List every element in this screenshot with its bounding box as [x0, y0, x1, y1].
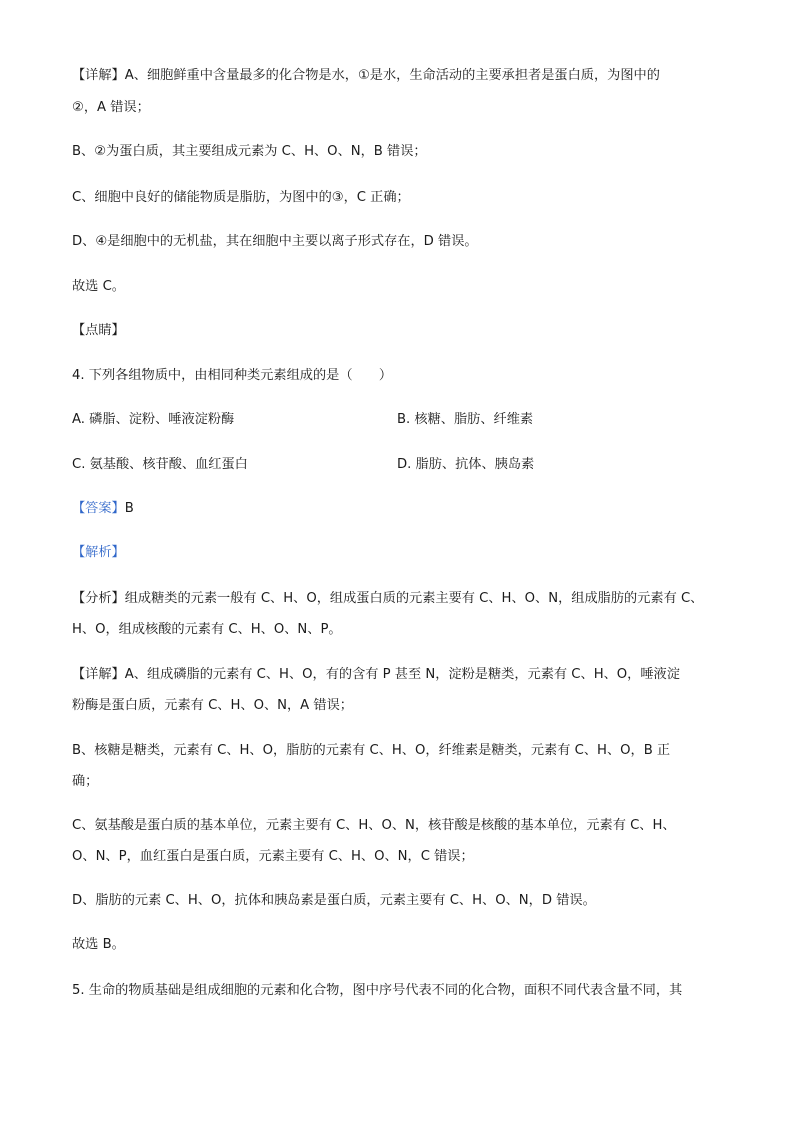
fenxi-line-2: H、O，组成核酸的元素有 C、H、O、N、P。: [72, 622, 342, 637]
option-d: D. 脂肪、抗体、胰岛素: [397, 457, 535, 472]
fenxi-line-1: [72, 589, 703, 609]
option-d-detail: D、脂肪的元素 C、H、O，抗体和胰岛素是蛋白质，元素主要有 C、H、O、N，D 错误。: [72, 893, 596, 908]
option-b-detail-1: B、核糖是糖类，元素有 C、H、O，脂肪的元素有 C、H、O，纤维素是糖类，元素有 C、H、O，B 正: [72, 743, 671, 758]
option-a: A. 磷脂、淀粉、唾液淀粉酶: [72, 412, 235, 427]
question-5: 5. 生命的物质基础是组成细胞的元素和化合物，图中序号代表不同的化合物，面积不同代表含量不同，其: [72, 983, 683, 998]
answer-value: B: [124, 501, 134, 516]
detail-d: D、④是细胞中的无机盐，其在细胞中主要以离子形式存在，D 错误。: [72, 234, 478, 249]
xiangjie-text: A、组成磷脂的元素有 C、H、O，有的含有 P 甚至 N，淀粉是糖类，元素有 C、H、O，唾液淀: [124, 667, 680, 682]
detail-line-2: ②，A 错误；: [72, 100, 150, 115]
xiangjie-line-2: 粉酶是蛋白质，元素有 C、H、O、N，A 错误；: [72, 698, 353, 713]
answer-tag: 【答案】: [72, 501, 125, 516]
detail-b: B、②为蛋白质，其主要组成元素为 C、H、O、N，B 错误；: [72, 144, 427, 159]
conclusion-b: 故选 B。: [72, 937, 125, 952]
option-b-detail-2: 确；: [72, 774, 99, 789]
xiangjie-tag: 【详解】: [72, 667, 125, 682]
xiangjie-line-1: [72, 665, 680, 685]
detail-c: C、细胞中良好的储能物质是脂肪，为图中的③，C 正确；: [72, 190, 410, 205]
detail-tag: 【详解】: [72, 68, 125, 83]
option-b: B. 核糖、脂肪、纤维素: [397, 412, 534, 427]
dianjing-heading: 【点睛】: [72, 323, 125, 338]
fenxi-tag: 【分析】: [72, 591, 125, 606]
option-c-detail-1: C、氨基酸是蛋白质的基本单位，元素主要有 C、H、O、N，核苷酸是核酸的基本单位，元素有 C、H、: [72, 818, 676, 833]
detail-line-1: [72, 66, 660, 86]
question-4: 4. 下列各组物质中，由相同种类元素组成的是（ ）: [72, 368, 393, 383]
detail-text: A、细胞鲜重中含量最多的化合物是水，①是水，生命活动的主要承担者是蛋白质，为图中的: [124, 68, 660, 83]
conclusion-c: 故选 C。: [72, 279, 125, 294]
option-c-detail-2: O、N、P，血红蛋白是蛋白质，元素主要有 C、H、O、N，C 错误；: [72, 849, 474, 864]
fenxi-text: 组成糖类的元素一般有 C、H、O，组成蛋白质的元素主要有 C、H、O、N，组成脂肪的元素有 C、: [124, 591, 704, 606]
option-c: C. 氨基酸、核苷酸、血红蛋白: [72, 457, 248, 472]
analysis-heading: 【解析】: [72, 545, 125, 560]
answer-line: [72, 499, 134, 519]
